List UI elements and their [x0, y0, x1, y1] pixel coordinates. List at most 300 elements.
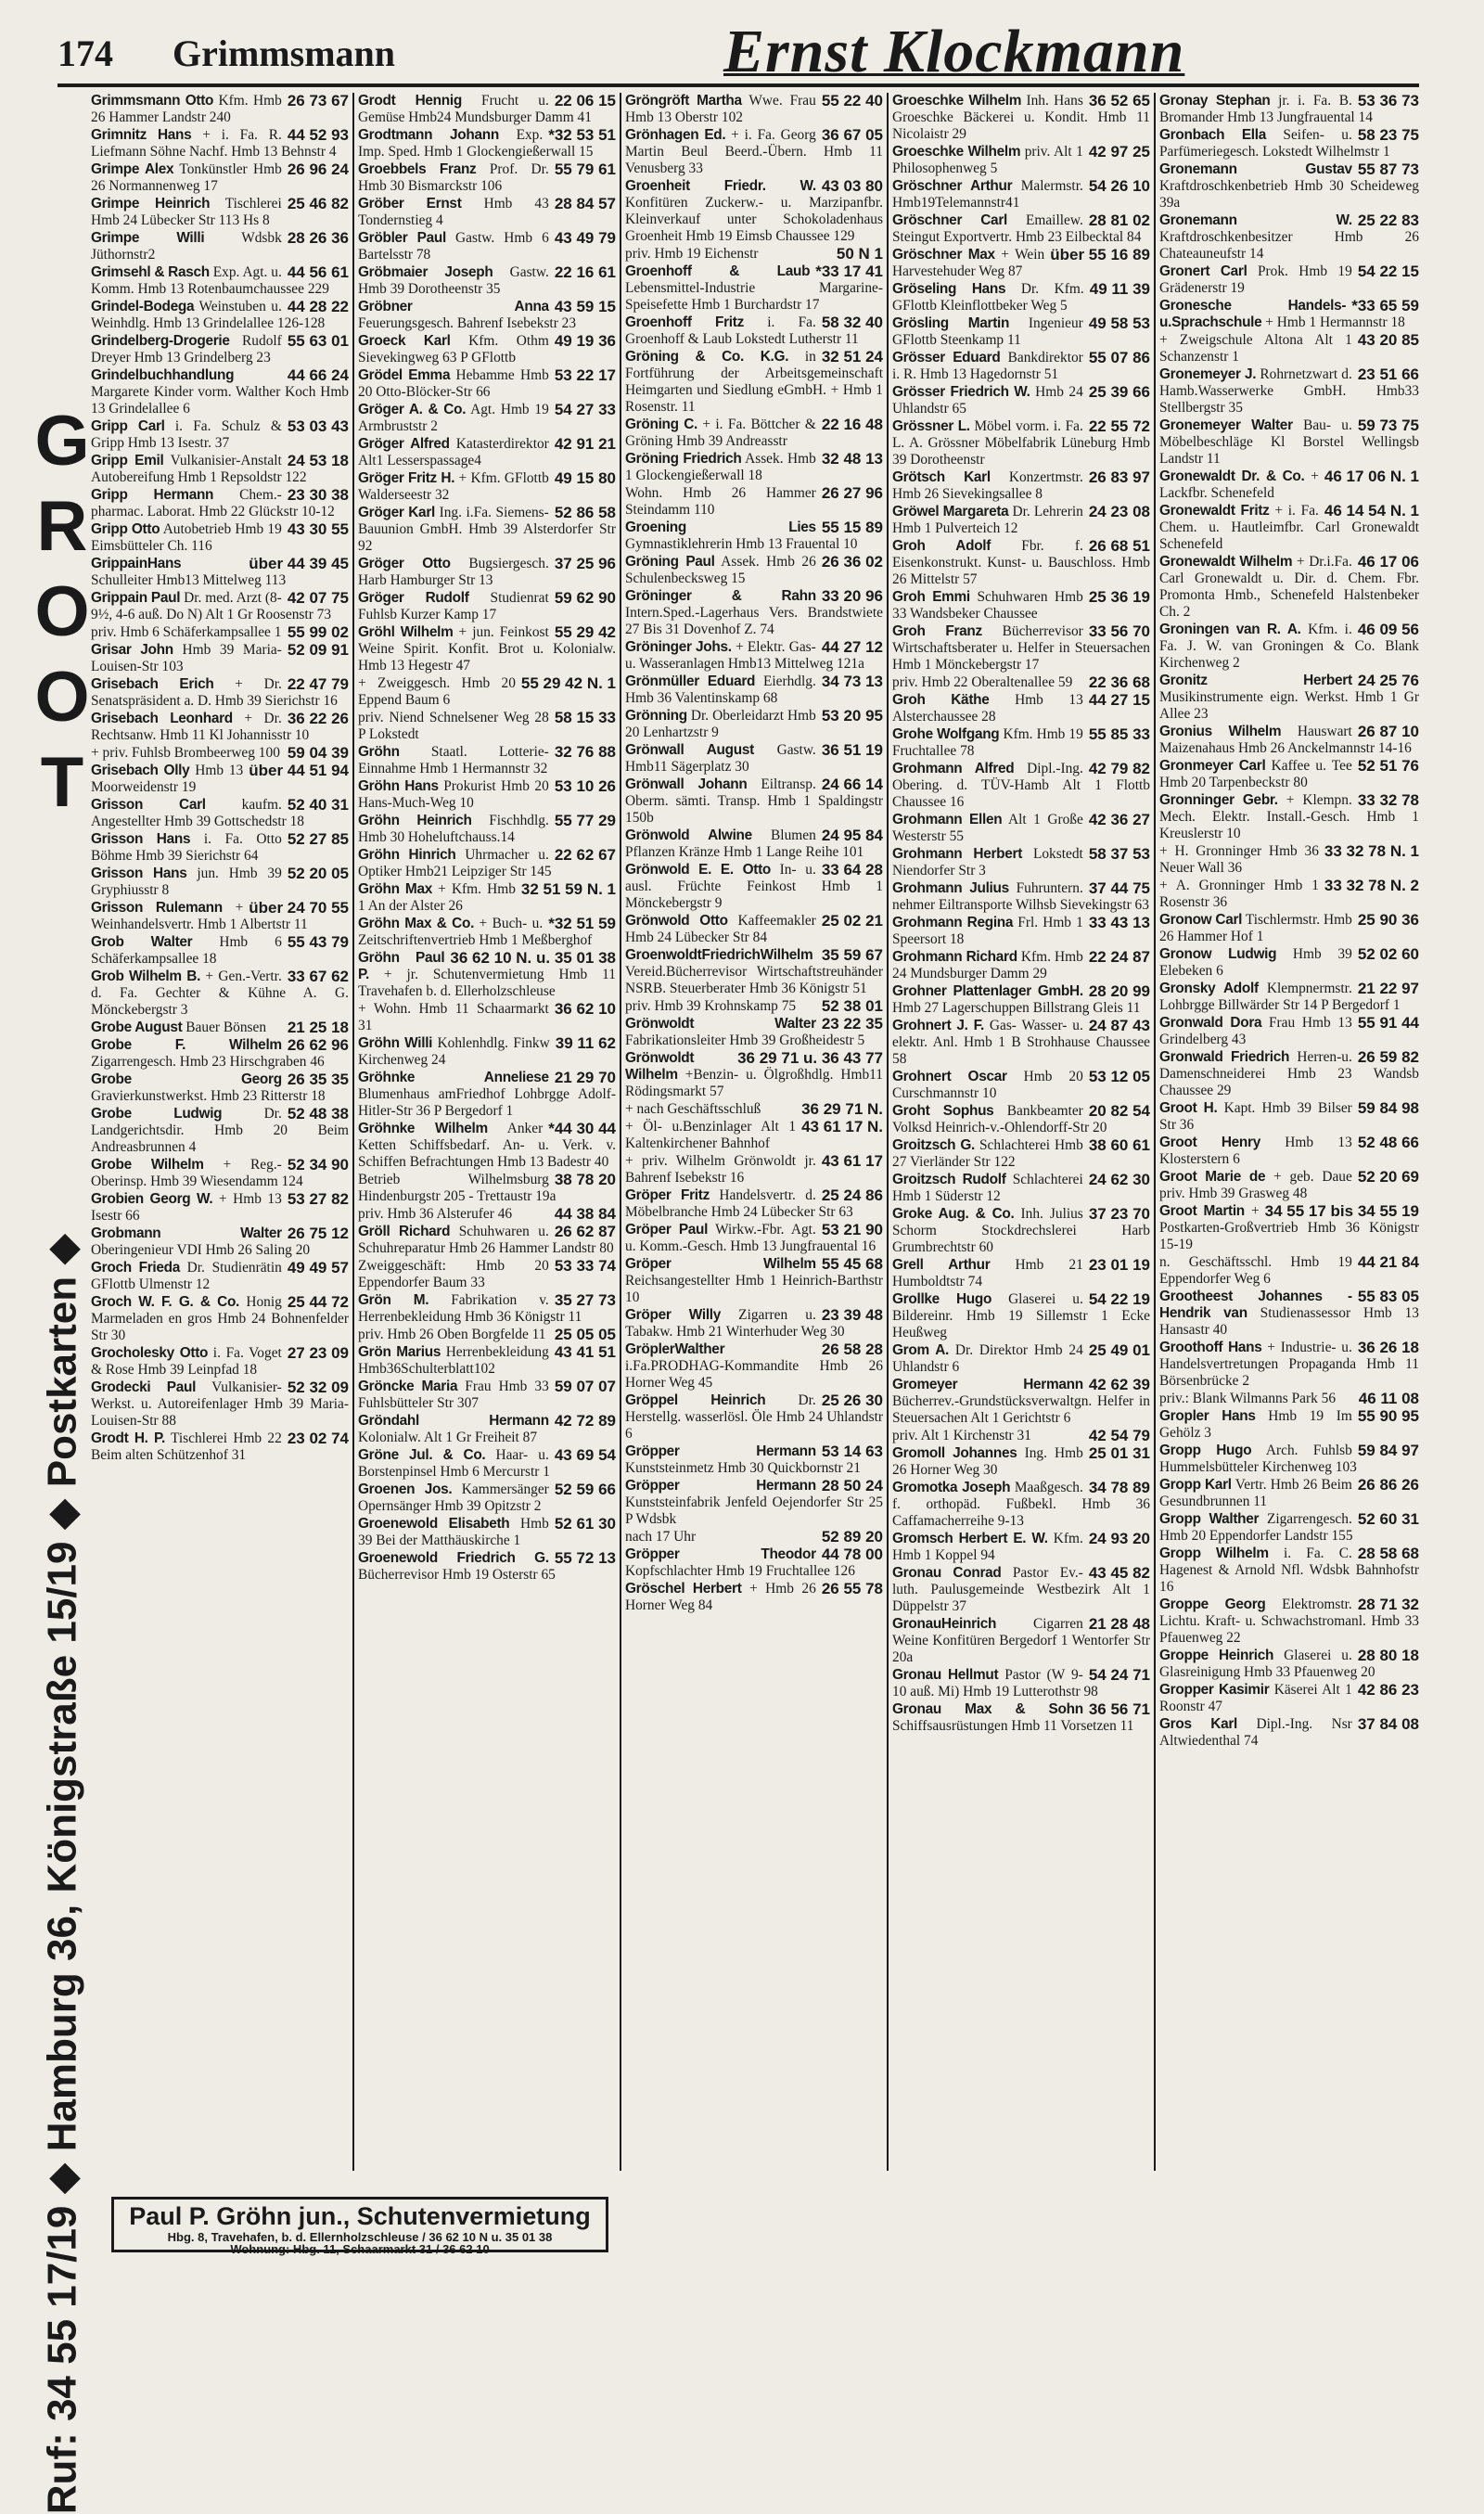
entry-detail: Chem.-pharmac. Laborat. Hmb 22 Glückstr 10-12 — [91, 487, 335, 519]
directory-column — [621, 93, 889, 2171]
entry-name: Gröger Fritz H. — [358, 470, 455, 486]
entry-name: Gröhn Paul P. — [358, 950, 445, 982]
entry-phone: 43 61 17 — [821, 1152, 883, 1170]
entry-name: Groot Marie de — [1159, 1169, 1266, 1185]
entry-detail: Blumen Pflanzen Kränze Hmb 1 Lange Reihe 101 — [625, 827, 864, 860]
entry-detail: Bücherrevisor Wirtschaftsberater u. Helfer in Steuersachen Hmb 1 Mönckebergstr 17 — [892, 623, 1150, 673]
entry-detail: Hmb 39 Elebeken 6 — [1159, 946, 1352, 979]
entry-detail: Fbr. f. Eisenkonstrukt. Kunst- u. Bauschloss. Hmb 26 Mittelstr 57 — [892, 538, 1150, 587]
directory-entry — [625, 1187, 883, 1221]
entry-name: Grössner L. — [892, 418, 970, 434]
entry-name: Grisebach Leonhard — [91, 711, 233, 726]
entry-name: Gronemeyer Walter — [1159, 417, 1293, 433]
entry-name: Grösser Eduard — [892, 350, 1001, 366]
entry-phone: 36 67 05 — [821, 126, 883, 144]
directory-entry — [625, 93, 883, 126]
directory-column — [1156, 93, 1423, 2171]
entry-detail: Rohrnetzwart d. Hamb.Wasserwerke GmbH. Hmb33 Stellbergstr 35 — [1159, 366, 1419, 416]
side-ad-letter: O — [34, 658, 90, 737]
entry-detail: Gas- Wasser- u. elektr. Anl. Hmb 1 B Strohhause Chaussee 58 — [892, 1018, 1150, 1067]
entry-phone: 53 27 82 — [287, 1190, 349, 1208]
directory-entry — [358, 470, 616, 504]
directory-entry — [625, 1016, 883, 1049]
entry-phone: über 55 16 89 — [1050, 246, 1150, 263]
entry-detail: Gymnastiklehrerin Hmb 13 Frauental 10 — [625, 536, 858, 552]
directory-entry — [1159, 1546, 1419, 1596]
directory-entry — [1159, 127, 1419, 160]
entry-detail: jun. Hmb 39 Gryphiusstr 8 — [91, 866, 282, 898]
entry-name: Grösser Friedrich W. — [892, 384, 1030, 400]
directory-entry — [625, 862, 883, 912]
entry-name: Groenewold Elisabeth — [358, 1516, 510, 1532]
entry-phone: 34 78 89 — [1088, 1479, 1150, 1496]
entry-name: Grisson Rulemann — [91, 900, 223, 916]
entry-phone: 28 71 32 — [1357, 1596, 1419, 1613]
directory-entry — [892, 1616, 1150, 1666]
ad-title: Paul P. Gröhn jun., Schutenvermietung — [129, 2202, 591, 2230]
entry-detail: + Kfm. Hmb 1 An der Alster 26 — [358, 881, 516, 914]
entry-detail: n. Geschäftsschl. Hmb 19 Eppendorfer Weg 6 — [1159, 1254, 1352, 1287]
directory-entry — [1159, 1254, 1419, 1288]
entry-detail: + i. Fa. Böttcher & Gröning Hmb 39 Andreasstr — [625, 417, 816, 449]
entry-name: Grohner Plattenlager GmbH. — [892, 983, 1083, 999]
directory-entry — [91, 1020, 349, 1036]
entry-name: Gröbmaier Joseph — [358, 264, 493, 280]
directory-entry — [625, 1256, 883, 1306]
entry-detail: + priv. Wilhelm Grönwoldt jr. Bahrenf Isebekstr 16 — [625, 1153, 816, 1186]
entry-name: Gröger A. & Co. — [358, 402, 467, 417]
entry-phone: 54 24 71 — [1088, 1666, 1150, 1684]
entry-phone: 43 59 15 — [554, 298, 616, 315]
entry-detail: Fuhruntern. nehmer Eiltransporte Wilhsb Sievekingstr 63 — [892, 880, 1149, 913]
directory-entry — [625, 1101, 883, 1118]
entry-phone: 49 58 53 — [1088, 314, 1150, 332]
entry-name: Grocholesky Otto — [91, 1345, 209, 1361]
entry-detail: Ing. i.Fa. Siemens-Bauunion GmbH. Hmb 39 Alsterdorfer Str 92 — [358, 505, 616, 554]
entry-detail: Hmb 20 Curschmannstr 10 — [892, 1069, 1083, 1101]
entry-name: Grobe Wilhelm — [91, 1157, 204, 1173]
directory-entry — [358, 367, 616, 401]
entry-name: Gröseling Hans — [892, 281, 1006, 297]
directory-entry — [1159, 263, 1419, 297]
entry-detail: Dr. Landgerichtsdir. Hmb 20 Beim Andreasbrunnen 4 — [91, 1106, 349, 1155]
directory-entry — [91, 900, 349, 933]
entry-name: Grönwall Johann — [625, 776, 748, 792]
directory-entry — [625, 1443, 883, 1477]
entry-name: Groppe Heinrich — [1159, 1648, 1274, 1663]
entry-detail: Eierhdlg. Hmb 36 Valentinskamp 68 — [625, 673, 816, 706]
directory-entry — [1159, 878, 1419, 911]
entry-detail: + Zweiggesch. Hmb 20 Eppend Baum 6 — [358, 675, 516, 708]
entry-detail: + A. Gronninger Hmb 1 Rosenstr 36 — [1159, 878, 1319, 910]
entry-name: Gröhn Heinrich — [358, 813, 472, 828]
entry-phone: 24 93 20 — [1088, 1530, 1150, 1547]
directory-entry — [91, 1294, 349, 1344]
entry-phone: 55 90 95 — [1357, 1407, 1419, 1425]
directory-entry — [625, 263, 883, 314]
directory-entry — [358, 1413, 616, 1446]
entry-detail: Fischhdlg. Hmb 30 Hoheluftchauss.14 — [358, 813, 549, 845]
entry-detail: Wirkw.-Fbr. Agt. u. Komm.-Gesch. Hmb 13 Jungfrauental 16 — [625, 1222, 876, 1254]
side-ad-letter: T — [40, 743, 84, 822]
entry-phone: 42 72 89 — [554, 1412, 616, 1430]
entry-phone: 25 24 86 — [821, 1186, 883, 1204]
directory-entry — [625, 1050, 883, 1100]
directory-entry — [1159, 161, 1419, 212]
entry-detail: i. Fa. Otto Böhme Hmb 39 Sierichstr 64 — [91, 831, 282, 864]
entry-detail: Handelsvertr. d. Möbelbranche Hmb 24 Lübecker Str 63 — [625, 1187, 853, 1220]
directory-entry — [1159, 468, 1419, 502]
entry-detail: Schuhwaren Hmb 33 Wandsbeker Chaussee — [892, 589, 1083, 622]
entry-name: Gronwald Friedrich — [1159, 1049, 1290, 1065]
entry-name: Grobe August — [91, 1020, 183, 1035]
directory-entry — [625, 913, 883, 946]
entry-detail: Seifen- u. Parfümeriegesch. Lokstedt Wilhelmstr 1 — [1159, 127, 1390, 160]
entry-phone: 26 96 24 — [287, 160, 349, 178]
entry-phone: 25 22 83 — [1357, 212, 1419, 229]
entry-detail: Herrenbekleidung Hmb36Schulterblatt102 — [358, 1344, 549, 1377]
entry-detail: Hmb 13 Moorweidenstr 19 — [91, 763, 244, 795]
entry-detail: + i. Fa. R. Liefmann Söhne Nachf. Hmb 13 Behnstr 4 — [91, 127, 337, 160]
directory-entry — [892, 726, 1150, 760]
entry-detail: + Dr.i.Fa. Carl Gronewaldt u. Dir. d. Chem. Fbr. Promonta Hmb., Schenefeld Halstenbeker Ch. 2 — [1159, 554, 1419, 620]
entry-phone: 33 32 78 N. 1 — [1324, 842, 1419, 860]
directory-entry — [358, 1206, 616, 1223]
entry-name: Grom A. — [892, 1342, 950, 1358]
entry-name: Groothoff Hans — [1159, 1340, 1262, 1355]
entry-name: Gropper Kasimir — [1159, 1682, 1270, 1698]
entry-name: Gröper Willy — [625, 1307, 722, 1323]
directory-entry — [358, 127, 616, 160]
entry-detail: Vertr. Hmb 26 Beim Gesundbrunnen 11 — [1159, 1477, 1352, 1509]
entry-name: Grodt Hennig — [358, 93, 462, 109]
directory-entry — [892, 538, 1150, 588]
entry-detail: Prof. Dr. Hmb 30 Bismarckstr 106 — [358, 161, 549, 194]
directory-entry — [91, 1191, 349, 1225]
entry-name: Gröninger & Rahn — [625, 588, 816, 604]
directory-entry — [892, 949, 1150, 982]
directory-entry — [1159, 673, 1419, 723]
entry-phone: 22 24 87 — [1088, 948, 1150, 966]
entry-name: Gromotka Joseph — [892, 1480, 1011, 1495]
entry-detail: Intern.Sped.-Lagerhaus Vers. Brandstwiete 27 Bis 31 Dovenhof Z. 74 — [625, 605, 883, 637]
entry-phone: 26 75 12 — [287, 1225, 349, 1242]
directory-entry — [91, 642, 349, 675]
entry-detail: Dr. Studienrätin GFlottb Ulmenstr 12 — [91, 1260, 282, 1292]
entry-name: Grön M. — [358, 1292, 429, 1308]
entry-phone: 36 56 71 — [1088, 1700, 1150, 1718]
entry-phone: 25 46 82 — [287, 195, 349, 212]
entry-name: Gröper Paul — [625, 1222, 709, 1238]
entry-detail: Hmb 19 Im Gehölz 3 — [1159, 1408, 1352, 1441]
entry-name: Gröning C. — [625, 417, 698, 432]
entry-phone: 23 39 48 — [821, 1306, 883, 1324]
entry-detail: Kfm. Hmb 26 Hammer Landstr 240 — [91, 93, 282, 125]
entry-detail: i. Fa. Voget & Rose Hmb 39 Leinpfad 18 — [91, 1345, 282, 1378]
entry-name: Gröber Ernst — [358, 196, 462, 212]
entry-name: Gröpper Theodor — [625, 1546, 816, 1562]
entry-name: Gröpper Hermann — [625, 1478, 816, 1494]
entry-name: Groh Franz — [892, 623, 982, 639]
entry-name: Grimpe Willi — [91, 230, 205, 246]
entry-name: GröplerWalther — [625, 1341, 725, 1357]
entry-phone: 42 79 82 — [1088, 760, 1150, 777]
entry-phone: 42 86 23 — [1357, 1681, 1419, 1699]
directory-entry — [625, 127, 883, 177]
entry-detail: Kaffee u. Tee Hmb 20 Tarpenbeckstr 80 — [1159, 758, 1352, 790]
directory-entry — [1159, 1100, 1419, 1134]
entry-name: Groenhoff Fritz — [625, 314, 745, 330]
entry-name: Groot Henry — [1159, 1135, 1260, 1150]
directory-entry — [625, 673, 883, 707]
directory-entry — [91, 711, 349, 744]
entry-detail: Uhrmacher u. Optiker Hmb21 Leipziger Str 145 — [358, 847, 552, 879]
entry-name: GroenwoldtFriedrichWilhelm — [625, 947, 813, 963]
entry-detail: + Wein Harvestehuder Weg 87 — [892, 247, 1045, 279]
entry-phone: 33 20 96 — [821, 587, 883, 605]
header-rule — [58, 83, 1419, 87]
directory-entry — [358, 1121, 616, 1171]
directory-entry — [1159, 1597, 1419, 1647]
directory-entry — [625, 314, 883, 348]
entry-phone: 43 41 51 — [554, 1343, 616, 1361]
entry-detail: Fabrikation v. Herrenbekleidung Hmb 36 Königstr 11 — [358, 1292, 582, 1325]
entry-phone: 58 32 40 — [821, 314, 883, 331]
side-ad-contact: Ruf: 34 55 17/19 ◆ Hamburg 36, Königstraße 15/19 ◆ Postkarten ◆ — [39, 1233, 85, 2514]
entry-name: Gröhnke Wilhelm — [358, 1121, 488, 1136]
entry-phone: 55 15 89 — [821, 519, 883, 536]
entry-phone: 58 23 75 — [1357, 126, 1419, 144]
directory-entry — [358, 230, 616, 263]
entry-phone: 36 26 18 — [1357, 1339, 1419, 1356]
entry-phone: über 44 39 45 — [249, 555, 349, 572]
entry-phone: *32 51 59 — [548, 915, 616, 932]
entry-detail: Eiltransp. Oberm. sämti. Transp. Hmb 1 Spaldingstr 150b — [625, 776, 883, 826]
directory-entry — [91, 196, 349, 229]
entry-detail: Frau Hmb 33 Fuhlsbütteler Str 307 — [358, 1379, 549, 1411]
entry-phone: 25 44 72 — [287, 1293, 349, 1311]
entry-detail: + i. Fa. Chem. u. Hautleimfbr. Carl Gronewaldt Schenefeld — [1159, 503, 1419, 552]
entry-name: Gripp Carl — [91, 418, 165, 434]
directory-entry — [892, 1257, 1150, 1290]
directory-entry — [358, 436, 616, 469]
directory-entry — [91, 745, 349, 762]
entry-name: Groot Martin — [1159, 1203, 1245, 1219]
directory-entry — [1159, 1135, 1419, 1168]
entry-name: Gröschel Herbert — [625, 1581, 742, 1597]
entry-name: Gropp Wilhelm — [1159, 1546, 1269, 1561]
entry-phone: 24 66 14 — [821, 776, 883, 793]
directory-entry — [91, 866, 349, 899]
directory-entry — [91, 968, 349, 1019]
entry-name: Gropp Walther — [1159, 1511, 1260, 1527]
directory-entry — [358, 847, 616, 880]
entry-phone: 33 56 70 — [1088, 622, 1150, 640]
entry-phone: 26 73 67 — [287, 93, 349, 109]
entry-detail: Tischlerei Hmb 22 Beim alten Schützenhof 31 — [91, 1430, 282, 1463]
entry-phone: 46 11 08 — [1358, 1390, 1419, 1407]
entry-detail: Exp. Agt. u. Komm. Hmb 13 Rotenbaumchaussee 229 — [91, 264, 329, 297]
entry-phone: 53 10 26 — [554, 777, 616, 795]
entry-phone: 21 22 97 — [1357, 980, 1419, 997]
entry-detail: Alt 1 Große Westerstr 55 — [892, 812, 1083, 844]
entry-phone: 42 07 75 — [287, 589, 349, 607]
entry-phone: 53 03 43 — [287, 417, 349, 435]
entry-name: Grob Walter — [91, 934, 193, 950]
entry-phone: 55 85 33 — [1088, 725, 1150, 743]
entry-phone: 24 53 18 — [287, 452, 349, 469]
entry-name: Grimmsmann Otto — [91, 93, 214, 109]
entry-detail: Prokurist Hmb 20 Hans-Much-Weg 10 — [358, 778, 549, 811]
entry-name: Gröninger Johs. — [625, 639, 732, 655]
entry-name: Gröbler Paul — [358, 230, 446, 246]
entry-name: Gronbach Ella — [1159, 127, 1266, 143]
entry-detail: Glaserei u. Bildereinr. Hmb 19 Sillemstr 1 Ecke Heußweg — [892, 1291, 1150, 1340]
entry-phone: 28 20 99 — [1088, 982, 1150, 1000]
entry-name: Groke Aug. & Co. — [892, 1206, 1015, 1222]
entry-detail: Bankdirektor i. R. Hmb 13 Hagedornstr 51 — [892, 350, 1083, 382]
entry-name: Groeschke Wilhelm — [892, 93, 1022, 109]
directory-entry — [892, 1667, 1150, 1700]
entry-phone: 52 59 66 — [554, 1481, 616, 1498]
entry-name: Grönwold Alwine — [625, 827, 752, 843]
entry-phone: 36 62 10 N. u. 35 01 38 — [450, 949, 616, 967]
directory-entry — [91, 367, 349, 417]
directory-entry — [892, 1565, 1150, 1615]
entry-name: Gröhn Willi — [358, 1035, 433, 1051]
entry-name: Gropp Hugo — [1159, 1443, 1252, 1458]
entry-detail: Dr. Lehrerin Hmb 1 Pulverteich 12 — [892, 504, 1083, 536]
entry-detail: + Wohn. Hmb 11 Schaarmarkt 31 — [358, 1001, 549, 1033]
directory-entry — [1159, 1408, 1419, 1442]
directory-entry — [91, 831, 349, 865]
entry-phone: 46 14 54 N. 1 — [1324, 502, 1419, 519]
entry-phone: 26 27 96 — [821, 484, 883, 502]
entry-name: Gröger Karl — [358, 505, 435, 520]
entry-detail: Zigarrengesch. Hmb 23 Hirschgraben 46 — [91, 1054, 325, 1070]
entry-detail: + H. Gronninger Hmb 36 Neuer Wall 36 — [1159, 843, 1319, 876]
entry-name: Grohmann Ellen — [892, 812, 1003, 827]
directory-entry — [1159, 1169, 1419, 1202]
advertisement-box — [111, 2197, 608, 2256]
entry-detail: Hmb 24 Uhlandstr 65 — [892, 384, 1083, 417]
entry-phone: 42 36 27 — [1088, 811, 1150, 828]
entry-detail: Hmb 13 Klosterstern 6 — [1159, 1135, 1352, 1167]
directory-entry — [358, 624, 616, 674]
entry-name: Gröger Otto — [358, 556, 451, 571]
entry-name: Gröhn Hans — [358, 778, 439, 794]
directory-entry — [91, 934, 349, 968]
entry-name: Gropp Karl — [1159, 1477, 1232, 1493]
entry-detail: +Benzin- u. Ölgroßhdlg. Hmb11 Rödingsmarkt 57 — [625, 1067, 883, 1099]
directory-entry — [892, 846, 1150, 879]
entry-phone: 55 29 42 N. 1 — [520, 674, 616, 692]
entry-name: Gronesche Handels-u.Sprachschule — [1159, 298, 1347, 330]
directory-entry — [892, 623, 1150, 673]
entry-detail: + Industrie- u. Handelsvertretungen Propaganda Hmb 11 Börsenbrücke 2 — [1159, 1340, 1419, 1389]
entry-name: Gröschner Carl — [892, 212, 1007, 228]
entry-phone: 46 17 06 — [1357, 553, 1419, 571]
directory-entry — [892, 418, 1150, 468]
entry-detail: Frau Hmb 13 Grindelberg 43 — [1159, 1015, 1352, 1047]
entry-detail: priv. Hmb 26 Oben Borgfelde 11 — [358, 1327, 546, 1342]
entry-name: Grohmann Richard — [892, 949, 1017, 965]
entry-name: Grödel Emma — [358, 367, 451, 383]
entry-detail: Pastor (W 9-10 auß. Mi) Hmb 19 Lutterothstr 98 — [892, 1667, 1098, 1700]
entry-detail: Oberingenieur VDI Hmb 26 Saling 20 — [91, 1242, 311, 1258]
directory-entry — [358, 161, 616, 195]
directory-entry — [1159, 912, 1419, 945]
entry-detail: Frl. Hmb 1 Speersort 18 — [892, 915, 1083, 947]
directory-entry — [625, 776, 883, 827]
entry-detail: Inh. Hans Groeschke Bäckerei u. Kondit. Hmb 11 Nicolaistr 29 — [892, 93, 1150, 142]
entry-detail: Kopfschlachter Hmb 19 Fruchtallee 126 — [625, 1563, 855, 1579]
entry-phone: 22 36 68 — [1088, 673, 1150, 691]
entry-phone: 55 83 05 — [1357, 1288, 1419, 1305]
entry-detail: + Postkarten-Großvertrieb Hmb 36 Königstr 15-19 — [1159, 1203, 1419, 1252]
entry-detail: + Weinhandelsvertr. Hmb 1 Albertstr 11 — [91, 900, 308, 932]
entry-phone: 33 64 28 — [821, 861, 883, 879]
directory-entry — [358, 1550, 616, 1584]
entry-phone: 43 20 85 — [1357, 331, 1419, 349]
directory-entry — [625, 1478, 883, 1528]
entry-phone: 55 07 86 — [1088, 349, 1150, 366]
directory-entry — [1159, 93, 1419, 126]
entry-name: Grodtmann Johann — [358, 127, 499, 143]
directory-entry — [91, 763, 349, 796]
entry-phone: 59 73 75 — [1357, 417, 1419, 434]
entry-name: Gröbner Anna — [358, 299, 549, 314]
entry-name: Groenewold Friedrich G. — [358, 1550, 549, 1566]
directory-entry — [358, 1172, 616, 1205]
entry-phone: 43 69 54 — [554, 1446, 616, 1464]
entry-detail: + Hmb 1 Hermannstr 18 — [1265, 314, 1405, 330]
entry-name: Grohnert J. F. — [892, 1018, 985, 1033]
entry-name: Gronert Carl — [1159, 263, 1247, 279]
directory-entry — [358, 590, 616, 623]
entry-detail: priv. Hmb 39 Krohnskamp 75 — [625, 998, 797, 1014]
directory-entry — [625, 417, 883, 450]
entry-name: Grisson Carl — [91, 797, 206, 813]
entry-detail: Wohn. Hmb 26 Hammer Steindamm 110 — [625, 485, 816, 518]
directory-entry — [892, 315, 1150, 349]
directory-entry — [892, 1206, 1150, 1256]
entry-detail: Betrieb Wilhelmsburg Hindenburgstr 205 - Trettaustr 19a — [358, 1172, 556, 1204]
directory-entry — [358, 264, 616, 298]
directory-entry — [91, 161, 349, 195]
entry-detail: priv. Hmb 6 Schäferkampsallee 1 — [91, 624, 282, 640]
entry-detail: Dr. Oberleidarzt Hmb 20 Lenhartzstr 9 — [625, 708, 816, 740]
entry-phone: 28 80 18 — [1357, 1647, 1419, 1664]
directory-entry — [892, 469, 1150, 503]
entry-name: Gröppel Heinrich — [625, 1392, 766, 1408]
entry-phone: 49 11 39 — [1089, 280, 1150, 298]
directory-entry — [892, 1445, 1150, 1479]
entry-phone: 26 83 97 — [1088, 468, 1150, 486]
entry-name: Groenhoff & Laub — [625, 263, 811, 279]
side-ad-letter: O — [34, 572, 90, 651]
entry-detail: Gastw. Hmb 39 Dorotheenstr 35 — [358, 264, 549, 297]
entry-detail: + nach Geschäftsschluß — [625, 1101, 761, 1117]
entry-phone: 38 60 61 — [1088, 1136, 1150, 1154]
directory-entry — [358, 402, 616, 435]
entry-detail: Blumenhaus amFriedhof Lohbrgge Adolf-Hitler-Str 36 P Bergedorf 1 — [358, 1086, 616, 1119]
entry-phone: 36 29 71 u. 36 43 77 — [737, 1049, 883, 1067]
directory-entry — [625, 708, 883, 741]
entry-name: Gronewaldt Wilhelm — [1159, 554, 1293, 570]
entry-detail: i. Fa. Groenhoff & Laub Lokstedt Lutherstr 11 — [625, 314, 859, 347]
directory-entry — [892, 1103, 1150, 1136]
